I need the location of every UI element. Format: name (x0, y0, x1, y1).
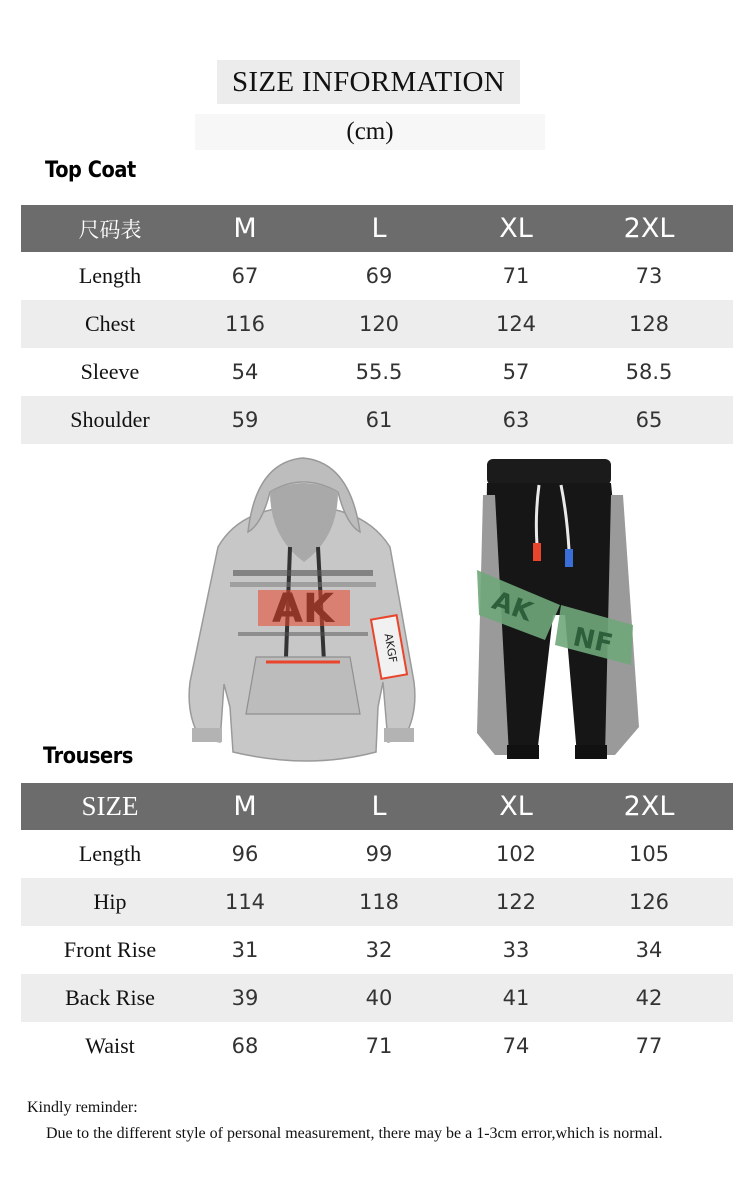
table-cell: 77 (565, 1022, 733, 1070)
table-header-row (21, 783, 733, 830)
jogger-pants-illustration-icon (465, 455, 645, 765)
page-title: SIZE INFORMATION (217, 60, 520, 104)
table-cell: 99 (291, 830, 467, 878)
table-cell: 71 (291, 1022, 467, 1070)
row-label: Front Rise (21, 926, 199, 974)
top-coat-size-table (21, 205, 733, 444)
table-cell: 128 (565, 300, 733, 348)
table-cell: 40 (291, 974, 467, 1022)
unit-label: (cm) (195, 114, 545, 150)
row-label: Shoulder (21, 396, 199, 444)
pants-print-right: NF (570, 622, 616, 660)
column-header: L (291, 783, 467, 830)
table-cell: 67 (199, 252, 291, 300)
table-row (21, 974, 733, 1022)
table-cell: 33 (467, 926, 565, 974)
table-cell: 69 (291, 252, 467, 300)
pants-image (465, 455, 645, 765)
table-cell: 59 (199, 396, 291, 444)
table-cell: 34 (565, 926, 733, 974)
reminder-title: Kindly reminder: (27, 1099, 138, 1116)
table-cell: 116 (199, 300, 291, 348)
column-header: XL (467, 205, 565, 252)
table-cell: 63 (467, 396, 565, 444)
table-cell: 102 (467, 830, 565, 878)
row-label: Sleeve (21, 348, 199, 396)
row-label: Chest (21, 300, 199, 348)
row-label: Length (21, 252, 199, 300)
table-cell: 122 (467, 878, 565, 926)
table-cell: 73 (565, 252, 733, 300)
top-coat-heading: Top Coat (45, 158, 136, 183)
trousers-heading: Trousers (43, 744, 133, 769)
table-cell: 31 (199, 926, 291, 974)
table-cell: 58.5 (565, 348, 733, 396)
table-cell: 55.5 (291, 348, 467, 396)
table-cell: 32 (291, 926, 467, 974)
table-row (21, 252, 733, 300)
table-cell: 54 (199, 348, 291, 396)
pants-print-left: AK (488, 585, 537, 628)
table-row (21, 878, 733, 926)
table-cell: 96 (199, 830, 291, 878)
column-header: XL (467, 783, 565, 830)
table-cell: 124 (467, 300, 565, 348)
column-header: M (199, 783, 291, 830)
column-header: 2XL (565, 783, 733, 830)
table-row (21, 926, 733, 974)
table-cell: 105 (565, 830, 733, 878)
table-cell: 74 (467, 1022, 565, 1070)
trousers-size-table (21, 783, 733, 1070)
table-cell: 118 (291, 878, 467, 926)
table-cell: 41 (467, 974, 565, 1022)
table-row (21, 348, 733, 396)
table-cell: 42 (565, 974, 733, 1022)
hoodie-illustration-icon (178, 452, 426, 770)
table-cell: 57 (467, 348, 565, 396)
table-row (21, 830, 733, 878)
column-header: 2XL (565, 205, 733, 252)
column-header: M (199, 205, 291, 252)
table-cell: 126 (565, 878, 733, 926)
column-header: 尺码表 (21, 205, 199, 252)
table-cell: 61 (291, 396, 467, 444)
table-cell: 120 (291, 300, 467, 348)
row-label: Length (21, 830, 199, 878)
row-label: Hip (21, 878, 199, 926)
reminder-text: Due to the different style of personal measurement, there may be a 1-3cm error,which is normal. (46, 1125, 663, 1142)
column-header: SIZE (21, 783, 199, 830)
row-label: Waist (21, 1022, 199, 1070)
row-label: Back Rise (21, 974, 199, 1022)
column-header: L (291, 205, 467, 252)
table-cell: 65 (565, 396, 733, 444)
table-cell: 68 (199, 1022, 291, 1070)
table-header-row (21, 205, 733, 252)
table-row (21, 1022, 733, 1070)
hoodie-image (178, 452, 426, 770)
table-row (21, 396, 733, 444)
hoodie-sleeve-text: AKGF (381, 632, 400, 664)
table-cell: 71 (467, 252, 565, 300)
table-row (21, 300, 733, 348)
table-cell: 39 (199, 974, 291, 1022)
table-cell: 114 (199, 878, 291, 926)
